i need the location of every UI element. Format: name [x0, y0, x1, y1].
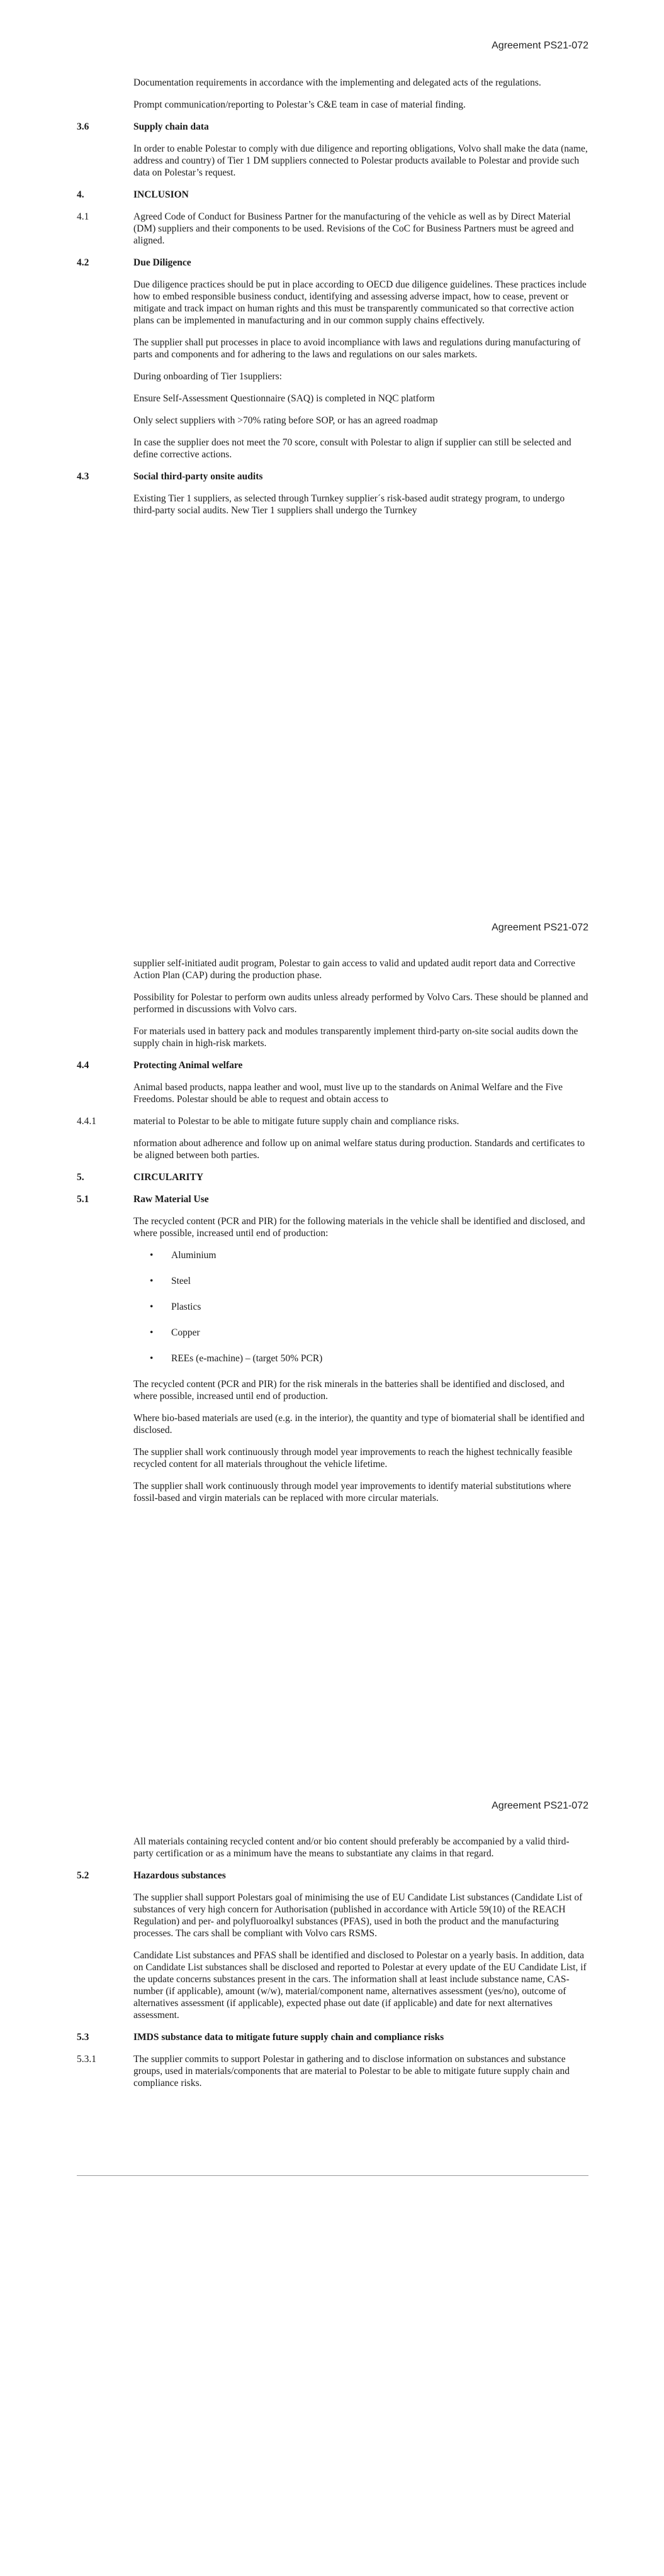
- section-title: Protecting Animal welfare: [133, 1060, 243, 1071]
- section-paragraph: Existing Tier 1 suppliers, as selected through Turnkey supplier´s risk-based audit strategy program, to undergo third-party social audits. New Tier 1 suppliers shall undergo the Turnkey: [133, 493, 565, 516]
- section-number: 4.4: [77, 1060, 89, 1071]
- section-paragraph: The recycled content (PCR and PIR) for the risk minerals in the batteries shall be identified and disclosed, and where possible, increased until end of production.: [133, 1379, 565, 1402]
- section-title: Hazardous substances: [133, 1870, 226, 1881]
- section-paragraph: In case the supplier does not meet the 70 score, consult with Polestar to align if supplier can still be selected and define corrective actions.: [133, 437, 571, 460]
- section-heading-4-2: [0, 257, 664, 269]
- section-title: Social third-party onsite audits: [133, 471, 263, 482]
- section-paragraph: During onboarding of Tier 1suppliers:: [133, 371, 282, 382]
- page-2-content: [0, 957, 664, 1514]
- intro-paragraph: Prompt communication/reporting to Polestar’s C&E team in case of material finding.: [133, 99, 466, 110]
- section-paragraph: The supplier shall put processes in place to avoid incompliance with laws and regulations during manufacturing of parts and components and for adhering to the laws and regulations on our sales markets.: [133, 337, 581, 360]
- section-paragraph: Animal based products, nappa leather and wool, must live up to the standards on Animal Welfare and the Five Freedoms. Polestar should be able to request and obtain access to: [133, 1082, 563, 1105]
- section-paragraph: Ensure Self-Assessment Questionnaire (SAQ) is completed in NQC platform: [133, 393, 435, 404]
- section-heading-5-2: [0, 1870, 664, 1882]
- section-number: 4.1: [77, 211, 89, 222]
- section-4-4-1: [0, 1115, 664, 1127]
- section-4-1: [0, 211, 664, 247]
- section-title: Supply chain data: [133, 121, 209, 132]
- section-paragraph: supplier self-initiated audit program, Polestar to gain access to valid and updated audit report data and Corrective Action Plan (CAP) during the production phase.: [133, 958, 576, 981]
- section-heading-5-1: [0, 1193, 664, 1205]
- list-item: • Aluminium: [133, 1249, 588, 1261]
- section-number: 4.3: [77, 471, 89, 482]
- section-number: 5.3.1: [77, 2054, 96, 2065]
- section-paragraph: In order to enable Polestar to comply with due diligence and reporting obligations, Volvo shall make the data (name, address and country) of Tier 1 DM suppliers connected to Polestar products available to Polestar and provide such data on Polestar’s request.: [133, 143, 588, 178]
- page-1: [0, 0, 664, 900]
- page-header-agreement: Agreement PS21-072: [492, 1800, 588, 1811]
- section-title: INCLUSION: [133, 189, 189, 200]
- section-title: Raw Material Use: [133, 1194, 209, 1205]
- section-paragraph: nformation about adherence and follow up on animal welfare status during production. Standards and certificates to be aligned between both parties.: [133, 1138, 585, 1161]
- section-paragraph: The recycled content (PCR and PIR) for the following materials in the vehicle shall be identified and disclosed, and where possible, increased until end of production:: [133, 1216, 585, 1239]
- section-5-3-1: [0, 2053, 664, 2089]
- section-heading-4-4: [0, 1059, 664, 1071]
- section-heading-4: [0, 189, 664, 201]
- page-header-agreement: Agreement PS21-072: [492, 922, 588, 933]
- section-paragraph: Where bio-based materials are used (e.g. in the interior), the quantity and type of biomaterial shall be identified and disclosed.: [133, 1413, 585, 1436]
- section-paragraph: Candidate List substances and PFAS shall be identified and disclosed to Polestar on a yearly basis. In addition, data on Candidate List substances shall be disclosed and reported to Polestar at every update of the EU Candidate List, if the update concerns substances present in the cars. The information shall at least include substance name, CAS-number (if applicable), amount (w/w), material/component name, alternatives assessment (yes/no), outcome of alternatives assessment (if applicable), expected phase out date (if applicable) and date for next alternatives assessment.: [133, 1950, 587, 2021]
- section-paragraph: Only select suppliers with >70% rating before SOP, or has an agreed roadmap: [133, 415, 438, 426]
- section-number: 5.2: [77, 1870, 89, 1881]
- section-number: 4.2: [77, 257, 89, 268]
- footer-divider: [77, 2175, 588, 2176]
- section-heading-5: [0, 1171, 664, 1183]
- section-number: 4.: [77, 189, 84, 200]
- page-3: [0, 1761, 664, 2576]
- section-paragraph: All materials containing recycled content and/or bio content should preferably be accompanied by a valid third-party certification or as a minimum have the means to substantiate any claims in that regard.: [133, 1836, 570, 1859]
- list-item: • REEs (e-machine) – (target 50% PCR): [133, 1352, 588, 1364]
- section-title: Due Diligence: [133, 257, 191, 268]
- section-number: 5.: [77, 1172, 84, 1183]
- section-paragraph: The supplier shall work continuously through model year improvements to reach the highest technically feasible recycled content for all materials throughout the vehicle lifetime.: [133, 1447, 573, 1469]
- list-item: • Copper: [133, 1327, 588, 1339]
- section-text: Agreed Code of Conduct for Business Partner for the manufacturing of the vehicle as well as by Direct Material (DM) suppliers and their components to be used. Revisions of the CoC for Business Partners must be agreed and aligned.: [133, 211, 574, 246]
- section-paragraph: The supplier shall support Polestars goal of minimising the use of EU Candidate List substances (Candidate List of substances of very high concern for Authorisation (published in accordance with Article 59(10) of the REACH Regulation) and per- and polyfluoroalkyl substances (PFAS), used in both the product and the manufacturing processes. The cars shall be compliant with Volvo cars RSMS.: [133, 1892, 583, 1939]
- list-item: • Plastics: [133, 1301, 588, 1313]
- section-heading-5-3: [0, 2031, 664, 2043]
- section-paragraph: The supplier shall work continuously through model year improvements to identify material substitutions where fossil-based and virgin materials can be replaced with more circular materials.: [133, 1481, 571, 1503]
- intro-paragraph: Documentation requirements in accordance with the implementing and delegated acts of the regulations.: [133, 77, 541, 88]
- page-3-content: [0, 1836, 664, 2099]
- material-list: [0, 1249, 664, 1364]
- section-text: material to Polestar to be able to mitigate future supply chain and compliance risks.: [133, 1116, 459, 1127]
- section-title: CIRCULARITY: [133, 1172, 204, 1183]
- section-paragraph: Possibility for Polestar to perform own audits unless already performed by Volvo Cars. These should be planned and performed in discussions with Volvo cars.: [133, 992, 588, 1015]
- section-paragraph: For materials used in battery pack and modules transparently implement third-party on-site social audits down the supply chain in high-risk markets.: [133, 1026, 578, 1049]
- section-title: IMDS substance data to mitigate future supply chain and compliance risks: [133, 2032, 444, 2043]
- section-number: 5.3: [77, 2032, 89, 2043]
- section-number: 3.6: [77, 121, 89, 132]
- section-text: The supplier commits to support Polestar in gathering and to disclose information on substances and substance groups, used in materials/components that are material to Polestar to be able to mitigate future supply chain and compliance risks.: [133, 2054, 570, 2088]
- section-paragraph: Due diligence practices should be put in place according to OECD due diligence guidelines. These practices include how to embed responsible business conduct, identifying and assessing adverse impact, how to cease, prevent or mitigate and track impact on human rights and this must be transparently communicated so that corrective action plans can be implemented in manufacturing and in our common supply chains effectively.: [133, 279, 587, 326]
- section-number: 5.1: [77, 1194, 89, 1205]
- page-1-content: [0, 77, 664, 527]
- section-number: 4.4.1: [77, 1116, 96, 1127]
- section-heading-3-6: [0, 121, 664, 133]
- list-item: • Steel: [133, 1275, 588, 1287]
- section-heading-4-3: [0, 471, 664, 482]
- page-2: [0, 900, 664, 1761]
- page-header-agreement: Agreement PS21-072: [492, 40, 588, 51]
